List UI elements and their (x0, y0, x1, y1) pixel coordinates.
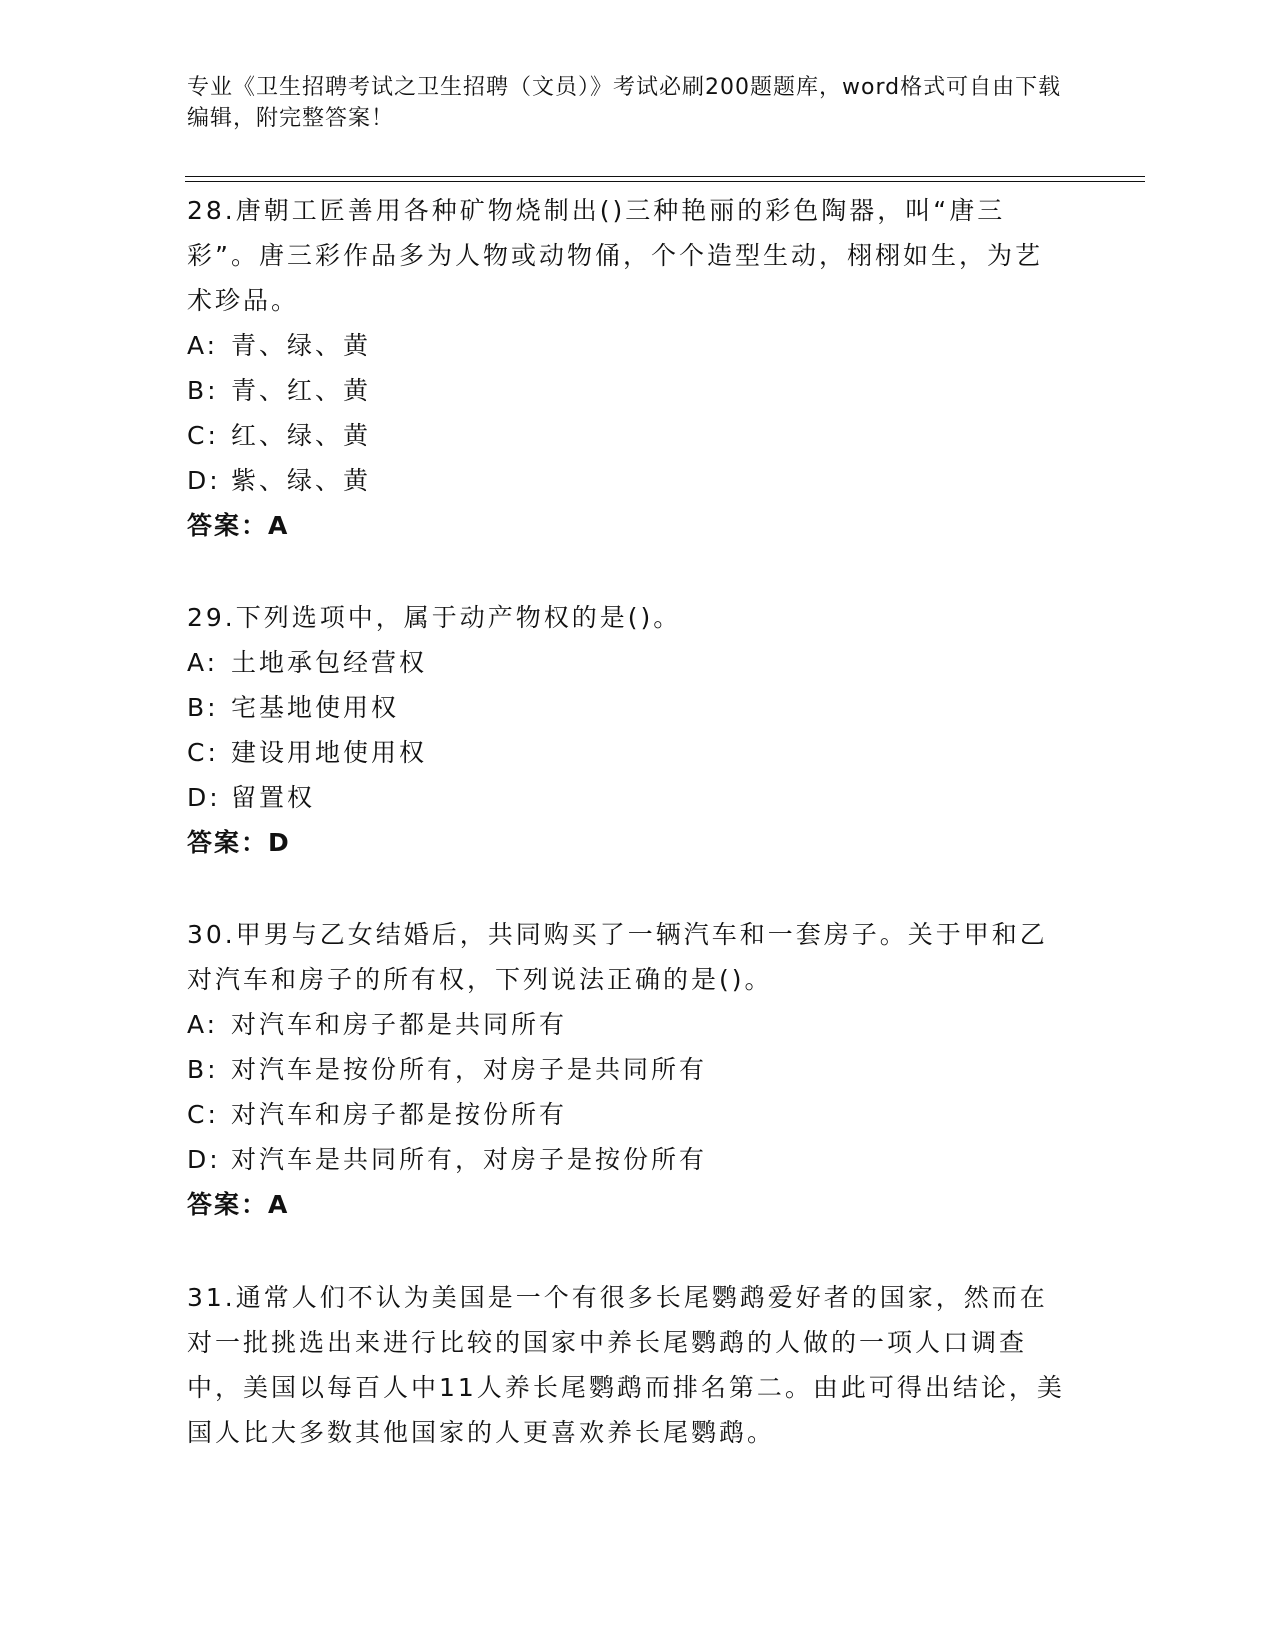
option-text: 宅基地使用权 (231, 693, 400, 722)
option-key: C: (187, 738, 219, 767)
option-key: A: (187, 648, 219, 677)
option-key: D: (187, 1145, 221, 1174)
option-text: 对汽车是共同所有，对房子是按份所有 (231, 1145, 708, 1174)
option-a (187, 323, 1067, 368)
question-31 (187, 1275, 1067, 1455)
option-d (187, 1137, 1067, 1182)
option-d (187, 775, 1067, 820)
option-text: 留置权 (231, 783, 316, 812)
option-key: C: (187, 421, 219, 450)
header-rule-top (185, 176, 1145, 177)
question-stem: 31.通常人们不认为美国是一个有很多长尾鹦鹉爱好者的国家，然而在对一批挑选出来进行比较的国家中养长尾鹦鹉的人做的一项人口调查中，美国以每百人中11人养长尾鹦鹉而排名第二。由此可得出结论，美国人比大多数其他国家的人更喜欢养长尾鹦鹉。 (187, 1283, 1065, 1447)
question-stem: 29.下列选项中，属于动产物权的是()。 (187, 603, 682, 632)
option-key: D: (187, 783, 221, 812)
option-a (187, 1002, 1067, 1047)
question-stem: 30.甲男与乙女结婚后，共同购买了一辆汽车和一套房子。关于甲和乙对汽车和房子的所有权，下列说法正确的是()。 (187, 920, 1048, 994)
option-b (187, 685, 1067, 730)
option-key: B: (187, 376, 219, 405)
option-c (187, 413, 1067, 458)
option-text: 红、绿、黄 (231, 421, 372, 450)
option-text: 对汽车和房子都是按份所有 (231, 1100, 568, 1129)
option-text: 青、绿、黄 (231, 331, 372, 360)
option-text: 对汽车是按份所有，对房子是共同所有 (231, 1055, 708, 1084)
question-stem: 28.唐朝工匠善用各种矿物烧制出()三种艳丽的彩色陶器，叫“唐三彩”。唐三彩作品多为人物或动物俑，个个造型生动，栩栩如生，为艺术珍品。 (187, 196, 1043, 315)
option-c (187, 1092, 1067, 1137)
answer-line: 答案：A (187, 511, 290, 540)
header-rule-bottom (185, 181, 1145, 182)
question-29 (187, 595, 1067, 865)
question-28 (187, 188, 1067, 548)
answer-line: 答案：D (187, 828, 291, 857)
option-d (187, 458, 1067, 503)
option-key: C: (187, 1100, 219, 1129)
option-text: 对汽车和房子都是共同所有 (231, 1010, 568, 1039)
option-text: 青、红、黄 (231, 376, 372, 405)
option-b (187, 1047, 1067, 1092)
option-key: A: (187, 331, 219, 360)
option-key: A: (187, 1010, 219, 1039)
option-a (187, 640, 1067, 685)
answer-line: 答案：A (187, 1190, 290, 1219)
option-text: 土地承包经营权 (231, 648, 428, 677)
option-key: B: (187, 693, 219, 722)
option-key: B: (187, 1055, 219, 1084)
document-header: 专业《卫生招聘考试之卫生招聘（文员）》考试必刷200题题库，word格式可自由下载编辑，附完整答案！ (187, 75, 1062, 131)
option-text: 紫、绿、黄 (231, 466, 372, 495)
option-text: 建设用地使用权 (231, 738, 428, 767)
option-key: D: (187, 466, 221, 495)
option-b (187, 368, 1067, 413)
question-30 (187, 912, 1067, 1227)
option-c (187, 730, 1067, 775)
